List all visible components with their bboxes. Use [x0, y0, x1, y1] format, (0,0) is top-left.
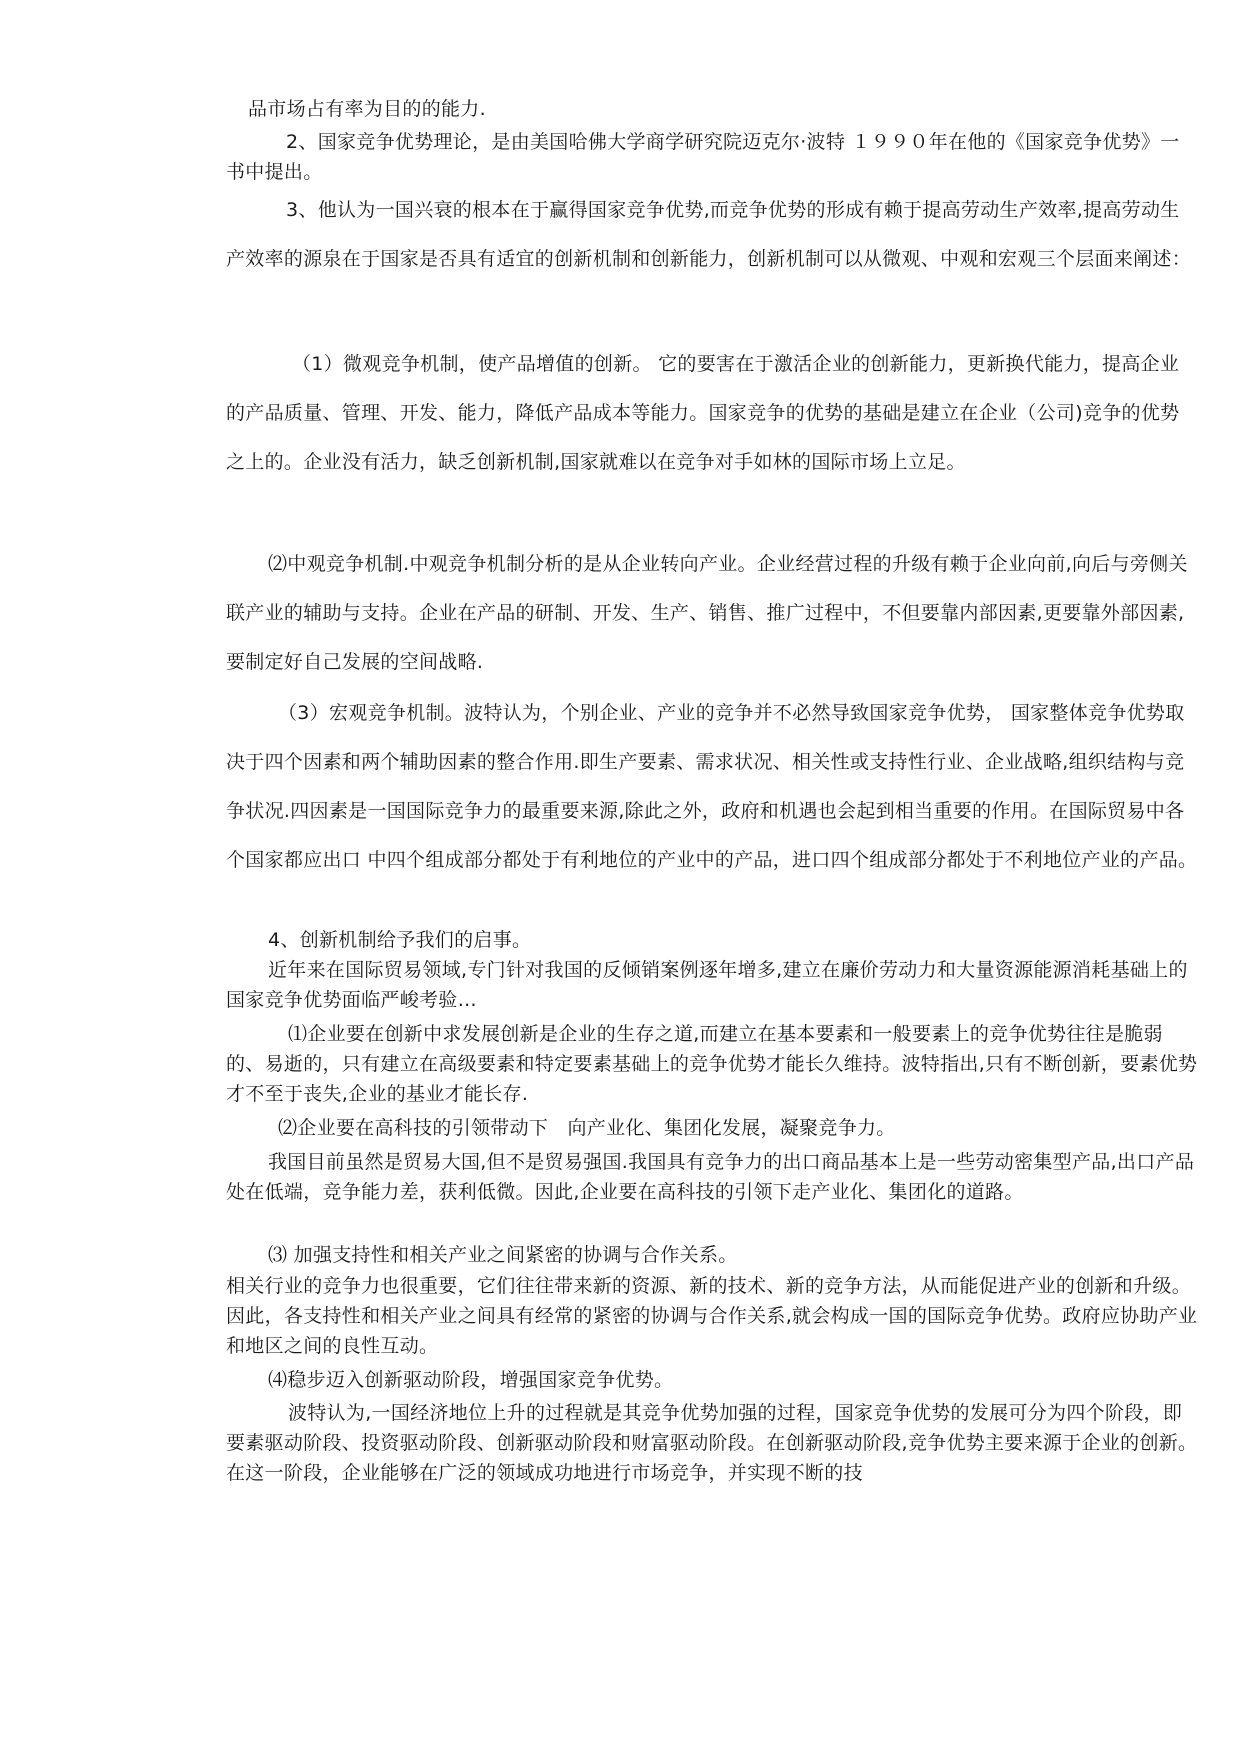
paragraph-support-industries-heading: ⑶ 加强支持性和相关产业之间紧密的协调与合作关系。 — [268, 1244, 738, 1266]
paragraph-related-industries: 相关行业的竞争力也很重要，它们往往带来新的资源、新的技术、新的竞争方法，从而能促进产业的创新和升级。因此，各支持性和相关产业之间具有经常的紧密的协调与合作关系,就会构成一国的国际竞争优势。政府应协助产业和地区之间的良性互动。 — [226, 1275, 1198, 1357]
paragraph-antidumping: 近年来在国际贸易领域,专门针对我国的反倾销案例逐年增多,建立在廉价劳动力和大量资源能源消耗基础上的国家竞争优势面临严峻考验… — [226, 959, 1188, 1011]
paragraph-inspiration-heading: 4、创新机制给予我们的启事。 — [268, 929, 532, 951]
paragraph-innovation-development: ⑴企业要在创新中求发展创新是企业的生存之道,而建立在基本要素和一般要素上的竞争优势往往是脆弱的、易逝的，只有建立在高级要素和特定要素基础上的竞争优势才能长久维持。波特指出,只有不断创新，要素优势才不至于丧失,企业的基业才能长存. — [226, 1023, 1198, 1105]
paragraph-high-tech-lead: ⑵企业要在高科技的引领带动下 向产业化、集团化发展，凝聚竞争力。 — [278, 1117, 896, 1139]
paragraph-theory-origin: 2、国家竞争优势理论，是由美国哈佛大学商学研究院迈克尔·波特 １９９０年在他的《国家竞争优势》一书中提出。 — [226, 131, 1180, 183]
paragraph-trade-power: 我国目前虽然是贸易大国,但不是贸易强国.我国具有竞争力的出口商品基本上是一些劳动密集型产品,出口产品处在低端，竞争能力差，获利低微。因此,企业要在高科技的引领下走产业化、集团化的道路。 — [226, 1151, 1195, 1203]
paragraph-innovation-driven-heading: ⑷稳步迈入创新驱动阶段，增强国家竞争优势。 — [268, 1369, 674, 1391]
paragraph-micro-mechanism: （1）微观竞争机制，使产品增值的创新。 它的要害在于激活企业的创新能力，更新换代能力，提高企业的产品质量、管理、开发、能力，降低产品成本等能力。国家竞争的优势的基础是建立在企业（公司)竞争的优势之上的。企业没有活力，缺乏创新机制,国家就难以在竞争对手如林的国际市场上立足。 — [226, 353, 1180, 473]
paragraph-innovation-mechanism: 3、他认为一国兴衰的根本在于赢得国家竞争优势,而竞争优势的形成有赖于提高劳动生产效率,提高劳动生产效率的源泉在于国家是否具有适宜的创新机制和创新能力，创新机制可以从微观、中观和宏观三个层面来阐述： — [226, 199, 1192, 270]
paragraph-macro-mechanism: （3）宏观竞争机制。波特认为，个别企业、产业的竞争并不必然导致国家竞争优势， 国家整体竞争优势取决于四个因素和两个辅助因素的整合作用.即生产要素、需求状况、相关性或支持性行业、企业战略,组织结构与竞争状况.四因素是一国国际竞争力的最重要来源,除此之外，政府和机遇也会起到相当重要的作用。在国际贸易中各个国家都应出口 中四个组成部分都处于有利地位的产业中的产品，进口四个组成部分都处于不利地位产业的产品。 — [226, 702, 1198, 871]
paragraph-meso-mechanism: ⑵中观竞争机制.中观竞争机制分析的是从企业转向产业。企业经营过程的升级有赖于企业向前,向后与旁侧关联产业的辅助与支持。企业在产品的研制、开发、生产、销售、推广过程中，不但要靠内部因素,更要靠外部因素,要制定好自己发展的空间战略. — [226, 553, 1188, 673]
paragraph-market-share: 品市场占有率为目的的能力. — [248, 98, 486, 120]
paragraph-four-stages: 波特认为,一国经济地位上升的过程就是其竞争优势加强的过程，国家竞争优势的发展可分为四个阶段，即要素驱动阶段、投资驱动阶段、创新驱动阶段和财富驱动阶段。在创新驱动阶段,竞争优势主要来源于企业的创新。在这一阶段，企业能够在广泛的领域成功地进行市场竞争，并实现不断的技 — [226, 1402, 1198, 1484]
